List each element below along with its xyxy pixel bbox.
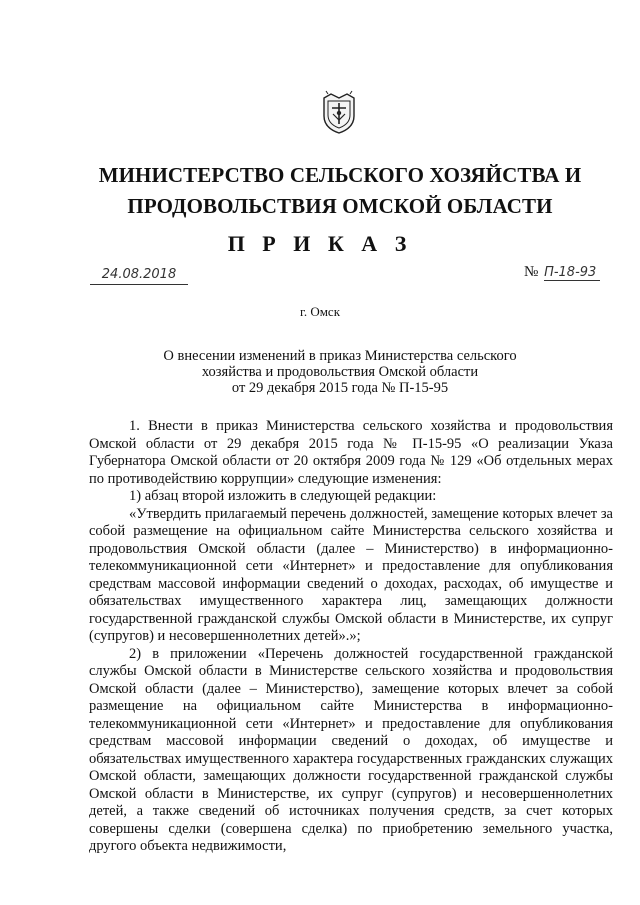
- body-paragraph-1: 1. Внести в приказ Министерства сельского хозяйства и продовольствия Омской области от 29 декабря 2015 года № П-15-95 «О реализации Указа Губернатора Омской области от 20 октября 2009 года № 129 «Об отдельных мерах по противодействию коррупции» следующие изменения:: [89, 418, 613, 487]
- order-number-field: [524, 264, 600, 281]
- coat-of-arms-emblem: [322, 90, 356, 134]
- body-paragraph-2: 1) абзац второй изложить в следующей редакции:: [129, 488, 437, 504]
- ministry-name-line-2: ПРОДОВОЛЬСТВИЯ ОМСКОЙ ОБЛАСТИ: [127, 194, 553, 218]
- body-paragraph-3: «Утвердить прилагаемый перечень должностей, замещение которых влечет за собой размещение на официальном сайте Министерства сельского хозяйства и продовольствия Омской области (далее – Министерство) в информационно-телекоммуникационной сети «Интернет» и предоставление для опубликования средствам массовой информации сведений о доходах, расходах, об имуществе и обязательствах имущественного характера лиц, замещающих должности государственной гражданской службы Омской области в Министерстве, их супруг (супругов) и несовершеннолетних детей».»;: [89, 505, 613, 644]
- document-type-title: П Р И К А З: [227, 231, 413, 256]
- body-paragraph-4: 2) в приложении «Перечень должностей государственной гражданской службы Омской области в Министерстве сельского хозяйства и продовольствия Омской области (далее – Министерство), замещение которых влечет за собой размещение на официальном сайте Министерства в информационно-телекоммуникационной сети «Интернет» и предоставление для опубликования средствам массовой информации сведений о доходах, об имуществе и обязательствах имущественного характера государственных гражданских служащих Омской области, замещающих должности государственной гражданской службы Омской области в Министерстве, их супруг (супругов) и несовершеннолетних детей, а также сведений об источниках получения средств, за счет которых совершены сделки (совершена сделка) по приобретению земельного участка, другого объекта недвижимости,: [89, 645, 613, 854]
- subject-line-2: хозяйства и продовольствия Омской области: [201, 364, 479, 380]
- order-subject: [150, 348, 530, 396]
- order-date: 24.08.2018: [101, 267, 177, 282]
- order-body: [89, 418, 613, 856]
- ministry-name: [60, 160, 620, 222]
- ministry-name-line-1: МИНИСТЕРСТВО СЕЛЬСКОГО ХОЗЯЙСТВА И: [98, 163, 582, 187]
- number-sign: №: [524, 264, 539, 280]
- subject-line-1: О внесении изменений в приказ Министерства сельского: [163, 348, 517, 364]
- city-label: г. Омск: [299, 304, 341, 319]
- subject-line-3: от 29 декабря 2015 года № П-15-95: [231, 380, 449, 396]
- order-number: П-18-93: [544, 265, 600, 281]
- order-date-field: [90, 265, 188, 285]
